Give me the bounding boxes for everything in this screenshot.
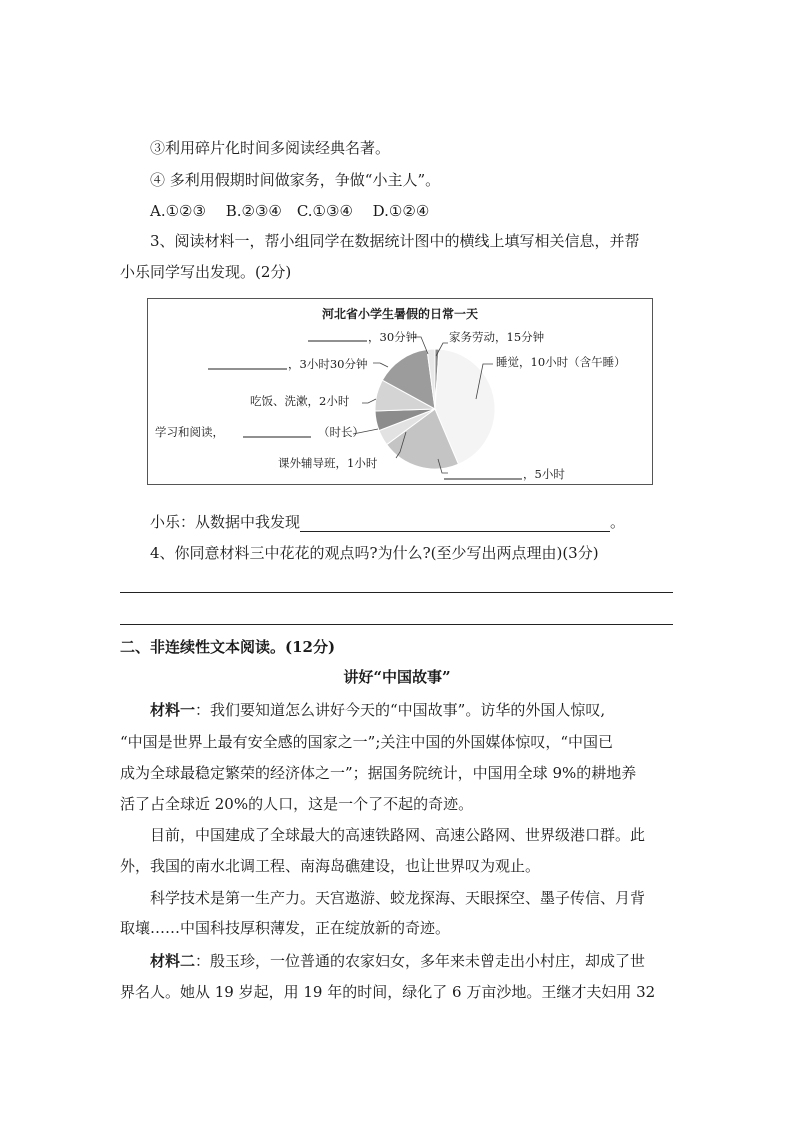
answer-choices: A.①②③ B.②③④ C.①③④ D.①②④: [150, 202, 430, 220]
xiaole-prefix: 小乐：从数据中我发现: [150, 513, 301, 531]
pie-chart: [147, 298, 653, 485]
label-five: ，5小时: [523, 467, 565, 481]
question-4: 4、你同意材料三中花花的观点吗?为什么?(至少写出两点理由)(3分): [150, 544, 599, 562]
label-thirty: ，30分钟: [368, 330, 418, 344]
article-title: 讲好“中国故事”: [343, 668, 451, 686]
label-meal: 吃饭、洗漱，2小时: [250, 394, 350, 408]
material-2-label: 材料二: [150, 952, 196, 970]
label-study: 学习和阅读，: [155, 425, 224, 439]
label-sleep: 睡觉，10小时（含午睡）: [496, 355, 626, 369]
answer-line-2[interactable]: [120, 624, 673, 625]
paragraph-2-line-2: 外，我国的南水北调工程、南海岛礁建设，也让世界叹为观止。: [120, 857, 541, 875]
paragraph-3-line-2: 取壤……中国科技厚积薄发，正在绽放新的奇迹。: [120, 919, 451, 937]
material-1-line-1: [150, 700, 605, 720]
leader-line-three: [373, 363, 388, 367]
question-3-line-1: 3、阅读材料一，帮小组同学在数据统计图中的横线上填写相关信息，并帮: [150, 232, 640, 250]
label-three: ，3小时30分钟: [288, 357, 368, 371]
label-housework: 家务劳动，15分钟: [449, 330, 545, 344]
question-3-line-2: 小乐同学写出发现。(2分): [120, 263, 292, 281]
material-1-line-4: 活了占全球近 20%的人口，这是一个了不起的奇迹。: [120, 795, 474, 813]
answer-line-1[interactable]: [120, 592, 673, 593]
material-2-line-1: [150, 951, 645, 971]
label-tutoring: 课外辅导班，1小时: [278, 456, 378, 470]
paragraph-2-line-1: 目前，中国建成了全球最大的高速铁路网、高速公路网、世界级港口群。此: [150, 826, 646, 844]
label-study-suffix: （时长）: [318, 425, 364, 439]
option-3: ③利用碎片化时间多阅读经典名著。: [150, 139, 391, 157]
material-1-text: ：我们要知道怎么讲好今天的“中国故事”。访华的外国人惊叹,: [195, 701, 606, 719]
material-2-text: ：殷玉珍，一位普通的农家妇女，多年来未曾走出小村庄，却成了世: [195, 952, 646, 970]
material-1-line-2: “中国是世界上最有安全感的国家之一”;关注中国的外国媒体惊叹，“中国已: [120, 733, 614, 751]
xiaole-suffix: 。: [610, 513, 626, 531]
pie-svg: [148, 299, 652, 484]
material-1-label: 材料一: [150, 701, 196, 719]
chart-title: 河北省小学生暑假的日常一天: [321, 307, 478, 321]
section-2-heading: 二、非连续性文本阅读。(12分): [120, 638, 336, 656]
leader-line-meal: [362, 399, 376, 403]
material-2-line-2: 界名人。她从 19 岁起，用 19 年的时间，绿化了 6 万亩沙地。王继才夫妇用 32: [120, 983, 656, 1001]
paragraph-3-line-1: 科学技术是第一生产力。天宫遨游、蛟龙探海、天眼探空、墨子传信、月背: [150, 889, 646, 907]
xiaole-answer-blank[interactable]: [300, 513, 610, 532]
material-1-line-3: 成为全球最稳定繁荣的经济体之一”；据国务院统计，中国用全球 9%的耕地养: [120, 764, 637, 782]
option-4: ④ 多利用假期时间做家务，争做“小主人”。: [150, 171, 441, 189]
xiaole-discovery: [150, 512, 625, 532]
